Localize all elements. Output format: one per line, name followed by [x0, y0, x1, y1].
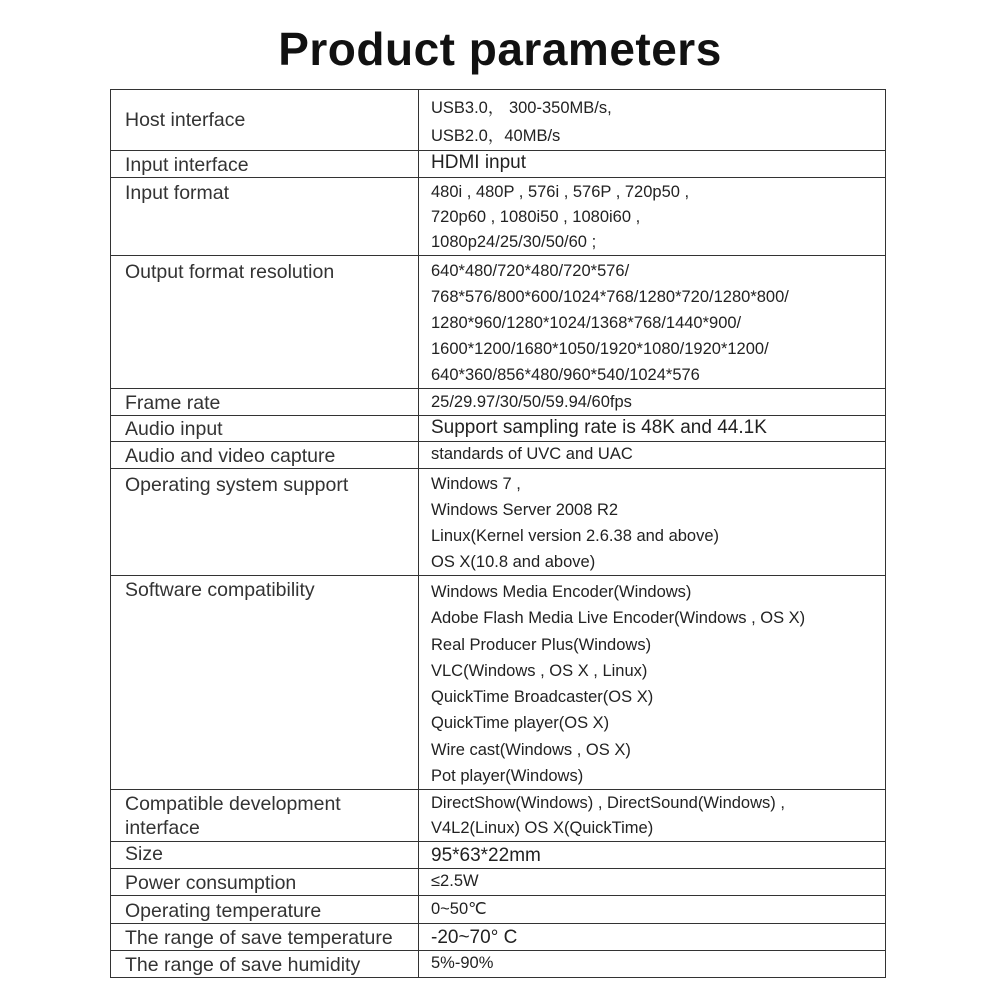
parameter-value: Adobe Flash Media Live Encoder(Windows , OS X) — [431, 609, 806, 628]
parameter-row — [111, 924, 886, 951]
parameter-label-cell — [111, 442, 419, 469]
parameter-value: USB3.0， 300-350MB/s, — [431, 99, 612, 117]
parameter-value: Pot player(Windows) — [431, 767, 584, 786]
parameter-value: Linux(Kernel version 2.6.38 and above) — [431, 527, 720, 545]
parameter-value: 640*480/720*480/720*576/ — [431, 262, 630, 280]
parameter-value-cell — [419, 576, 886, 790]
parameter-value: 1080p24/25/30/50/60 ; — [431, 233, 597, 251]
parameter-label: Power consumption — [125, 872, 297, 895]
parameter-value: Real Producer Plus(Windows) — [431, 635, 652, 654]
parameter-label-cell — [111, 790, 419, 842]
parameter-row — [111, 842, 886, 869]
parameter-value: 480i , 480P , 576i , 576P , 720p50 , — [431, 183, 690, 201]
parameter-label: Size — [125, 843, 163, 866]
parameter-value: 768*576/800*600/1024*768/1280*720/1280*800/ — [431, 288, 789, 306]
parameter-value: 25/29.97/30/50/59.94/60fps — [431, 393, 632, 411]
parameter-label-cell — [111, 842, 419, 869]
parameter-row — [111, 576, 886, 790]
parameter-value-cell — [419, 842, 886, 869]
parameter-value: 640*360/856*480/960*540/1024*576 — [431, 366, 700, 384]
parameter-value: QuickTime player(OS X) — [431, 714, 610, 733]
parameter-label: Audio and video capture — [125, 445, 336, 467]
parameter-value: Wire cast(Windows , OS X) — [431, 740, 631, 759]
parameter-row — [111, 256, 886, 389]
parameter-label-cell — [111, 256, 419, 389]
parameter-value-cell — [419, 951, 886, 978]
parameter-value: V4L2(Linux) OS X(QuickTime) — [431, 819, 654, 838]
parameter-value-cell — [419, 389, 886, 416]
parameter-label: Compatible development — [125, 793, 341, 816]
parameter-label: The range of save temperature — [125, 927, 393, 950]
parameter-value: ≤2.5W — [431, 872, 479, 891]
parameter-label-cell — [111, 576, 419, 790]
parameter-row — [111, 869, 886, 896]
parameter-label: Frame rate — [125, 392, 221, 414]
parameter-row — [111, 178, 886, 256]
parameter-label-cell — [111, 869, 419, 896]
parameter-value: 5%-90% — [431, 954, 494, 973]
parameter-row — [111, 469, 886, 576]
parameter-row — [111, 951, 886, 978]
parameter-value: Windows 7 , — [431, 475, 521, 493]
parameter-value-cell — [419, 178, 886, 256]
parameter-row — [111, 790, 886, 842]
parameter-label-cell — [111, 90, 419, 151]
parameter-label: interface — [125, 817, 200, 840]
parameters-table — [110, 89, 886, 978]
parameter-value-cell — [419, 896, 886, 924]
parameter-label-cell — [111, 178, 419, 256]
parameter-value: 1280*960/1280*1024/1368*768/1440*900/ — [431, 314, 742, 332]
parameter-value: DirectShow(Windows) , DirectSound(Windows) , — [431, 794, 785, 813]
parameter-value-cell — [419, 924, 886, 951]
parameter-row — [111, 151, 886, 178]
parameter-value: OS X(10.8 and above) — [431, 553, 596, 571]
parameter-row — [111, 442, 886, 469]
parameter-row — [111, 90, 886, 151]
parameter-value: Support sampling rate is 48K and 44.1K — [431, 417, 767, 438]
parameter-label: Host interface — [125, 109, 246, 131]
parameter-value-cell — [419, 256, 886, 389]
parameter-value: HDMI input — [431, 152, 527, 173]
parameter-label-cell — [111, 924, 419, 951]
parameter-value: 1600*1200/1680*1050/1920*1080/1920*1200/ — [431, 340, 769, 358]
parameter-value-cell — [419, 790, 886, 842]
parameter-value: standards of UVC and UAC — [431, 445, 633, 463]
parameter-label-cell — [111, 896, 419, 924]
parameter-value: Windows Media Encoder(Windows) — [431, 583, 692, 601]
parameter-value-cell — [419, 151, 886, 178]
parameter-value-cell — [419, 442, 886, 469]
parameter-value-cell — [419, 416, 886, 442]
parameter-label: Audio input — [125, 418, 223, 440]
parameter-value: 720p60 , 1080i50 , 1080i60 , — [431, 208, 641, 226]
parameter-label-cell — [111, 151, 419, 178]
parameter-label: Software compatibility — [125, 579, 315, 601]
parameter-value: Windows Server 2008 R2 — [431, 501, 619, 519]
parameter-value: 95*63*22mm — [431, 845, 541, 867]
parameter-label: Input interface — [125, 154, 249, 176]
parameter-label: Operating system support — [125, 474, 349, 496]
parameter-value: 0~50℃ — [431, 900, 487, 919]
parameter-value-cell — [419, 90, 886, 151]
parameter-value: QuickTime Broadcaster(OS X) — [431, 688, 654, 707]
parameter-row — [111, 896, 886, 924]
parameter-value: VLC(Windows , OS X , Linux) — [431, 661, 648, 680]
parameter-label-cell — [111, 469, 419, 576]
parameter-label-cell — [111, 416, 419, 442]
parameter-value-cell — [419, 869, 886, 896]
parameter-label: Input format — [125, 182, 230, 204]
parameter-row — [111, 416, 886, 442]
page-title: Product parameters — [278, 23, 722, 75]
parameter-label: Operating temperature — [125, 900, 322, 923]
parameter-label: Output format resolution — [125, 261, 335, 283]
parameter-row — [111, 389, 886, 416]
parameter-label: The range of save humidity — [125, 954, 361, 977]
parameter-value: -20~70° C — [431, 927, 518, 949]
parameter-value: USB2.0，40MB/s — [431, 127, 561, 145]
parameter-label-cell — [111, 951, 419, 978]
parameter-value-cell — [419, 469, 886, 576]
parameter-label-cell — [111, 389, 419, 416]
